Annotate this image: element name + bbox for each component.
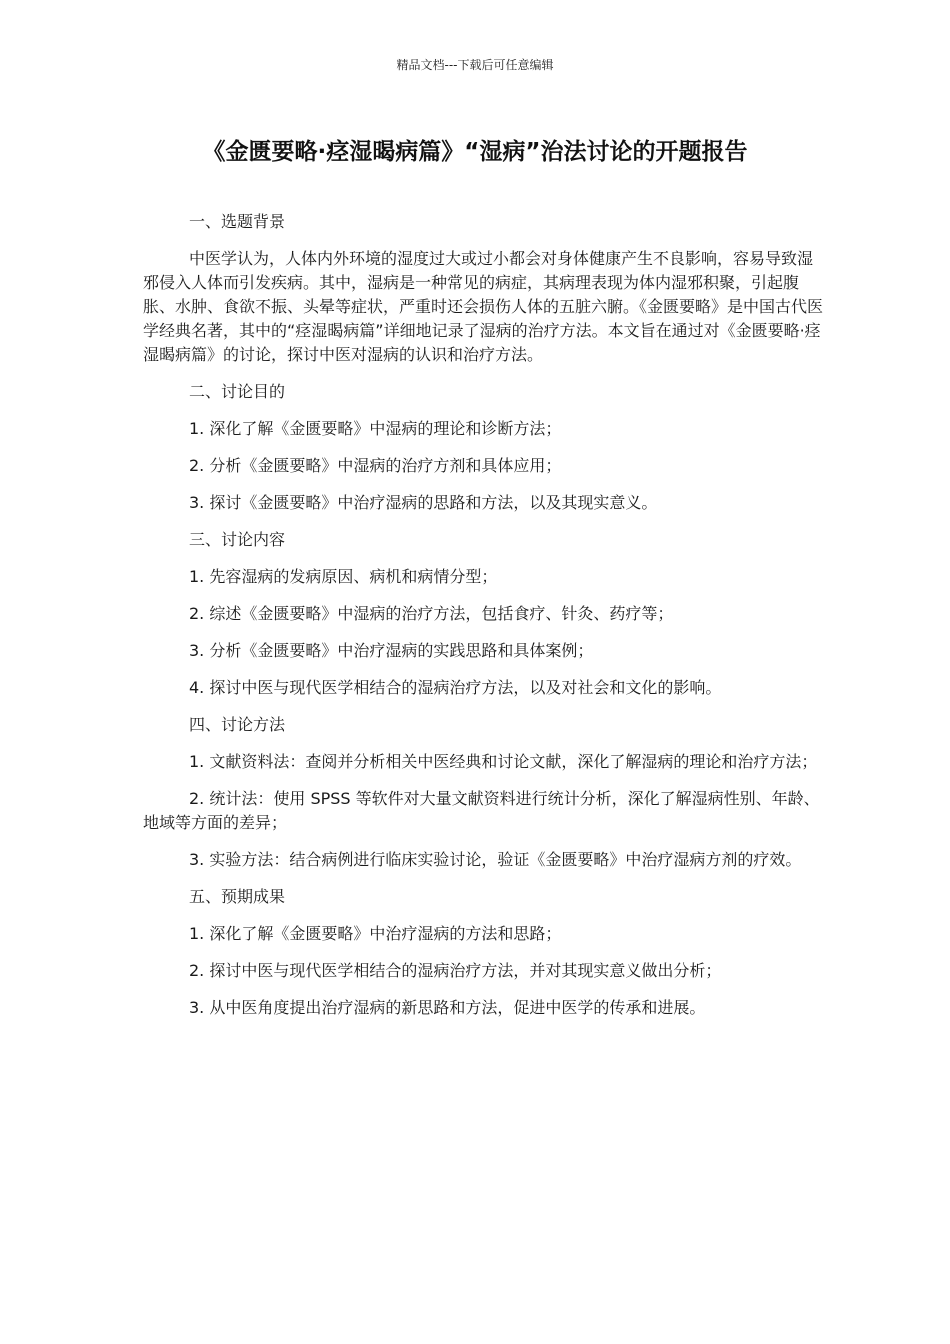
paragraph: 中医学认为，人体内外环境的湿度过大或过小都会对身体健康产生不良影响，容易导致湿邪侵入人体而引发疾病。其中，湿病是一种常见的病症，其病理表现为体内湿邪积聚，引起腹胀、水肿、食欲不振、头晕等症状，严重时还会损伤人体的五脏六腑。《金匮要略》是中国古代医学经典名著，其中的“痉湿暍病篇”详细地记录了湿病的治疗方法。本文旨在通过对《金匮要略·痉湿暍病篇》的讨论，探讨中医对湿病的认识和治疗方法。 bbox=[143, 249, 824, 364]
list-item: 3. 探讨《金匮要略》中治疗湿病的思路和方法，以及其现实意义。 bbox=[189, 493, 658, 512]
list-item: 3. 分析《金匮要略》中治疗湿病的实践思路和具体案例； bbox=[189, 641, 594, 660]
section-heading: 五、预期成果 bbox=[189, 887, 286, 906]
list-item: 3. 从中医角度提出治疗湿病的新思路和方法，促进中医学的传承和进展。 bbox=[189, 998, 706, 1017]
section-heading: 四、讨论方法 bbox=[189, 715, 286, 734]
list-item: 1. 文献资料法：查阅并分析相关中医经典和讨论文献，深化了解湿病的理论和治疗方法； bbox=[189, 752, 818, 771]
list-item: 2. 统计法：使用 SPSS 等软件对大量文献资料进行统计分析，深化了解湿病性别、年龄、地域等方面的差异； bbox=[143, 789, 820, 832]
page-header-watermark: 精品文档---下载后可任意编辑 bbox=[396, 58, 554, 72]
list-item: 2. 综述《金匮要略》中湿病的治疗方法，包括食疗、针灸、药疗等； bbox=[189, 604, 674, 623]
document-body bbox=[143, 210, 823, 1033]
document-title: 《金匮要略·痉湿暍病篇》“湿病”治法讨论的开题报告 bbox=[202, 139, 748, 165]
list-item: 4. 探讨中医与现代医学相结合的湿病治疗方法，以及对社会和文化的影响。 bbox=[189, 678, 722, 697]
list-item: 2. 分析《金匮要略》中湿病的治疗方剂和具体应用； bbox=[189, 456, 562, 475]
list-item: 2. 探讨中医与现代医学相结合的湿病治疗方法，并对其现实意义做出分析； bbox=[189, 961, 722, 980]
section-heading: 一、选题背景 bbox=[189, 212, 286, 231]
list-item: 1. 深化了解《金匮要略》中治疗湿病的方法和思路； bbox=[189, 924, 562, 943]
section-heading: 二、讨论目的 bbox=[189, 382, 286, 401]
list-item: 1. 先容湿病的发病原因、病机和病情分型； bbox=[189, 567, 498, 586]
list-item: 3. 实验方法：结合病例进行临床实验讨论，验证《金匮要略》中治疗湿病方剂的疗效。 bbox=[189, 850, 802, 869]
list-item: 1. 深化了解《金匮要略》中湿病的理论和诊断方法； bbox=[189, 419, 562, 438]
section-heading: 三、讨论内容 bbox=[189, 530, 286, 549]
